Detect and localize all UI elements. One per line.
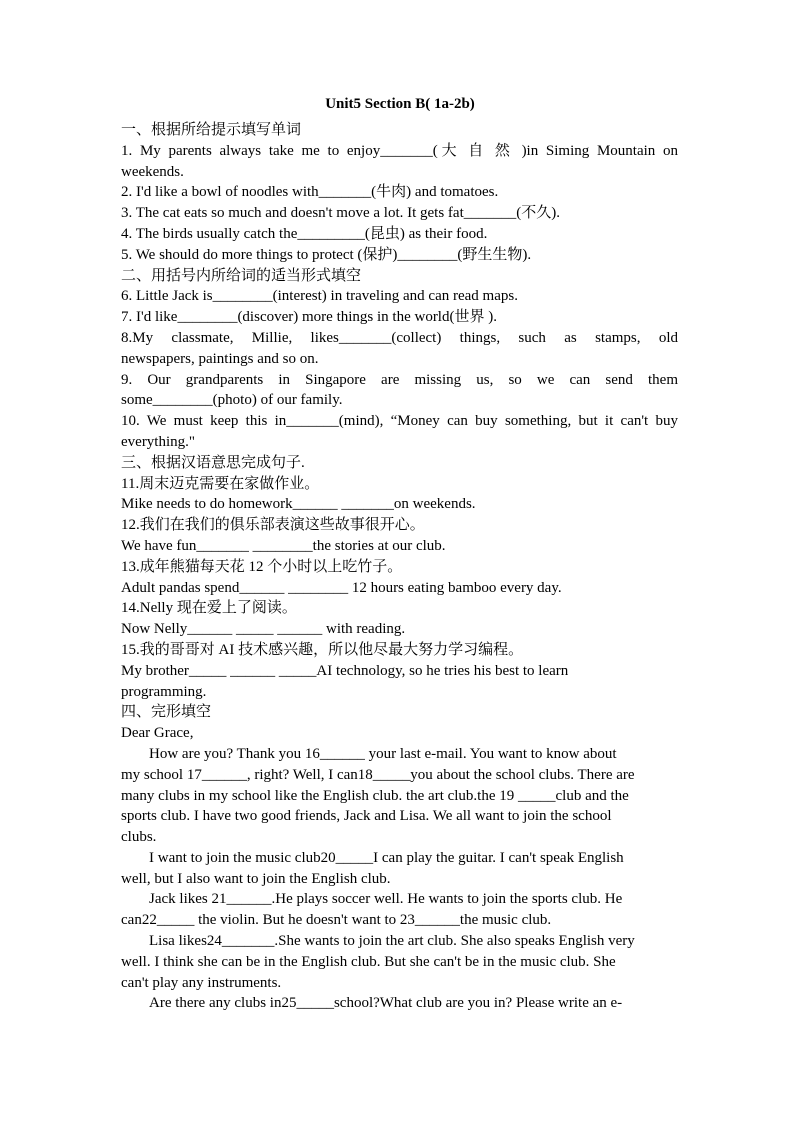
text-line [121, 432, 678, 453]
text-line-content: 3. The cat eats so much and doesn't move a lot. It gets fat_______(不久). [121, 205, 560, 222]
text-line [121, 349, 678, 370]
text-line [121, 557, 678, 578]
text-line [121, 786, 678, 807]
text-line-content: 2. I'd like a bowl of noodles with_______(牛肉) and tomatoes. [121, 184, 499, 201]
text-line-content: 8.My classmate, Millie, likes_______(collect) things, such as stamps, old [121, 329, 678, 346]
text-line-content: 15.我的哥哥对 AI 技术感兴趣，所以他尽最大努力学习编程。 [121, 641, 524, 658]
text-line [121, 973, 678, 994]
text-line [121, 848, 678, 869]
text-line-content: 14.Nelly 现在爱上了阅读。 [121, 600, 297, 617]
text-line [121, 765, 678, 786]
text-line [121, 120, 678, 141]
text-line [121, 661, 678, 682]
text-line [121, 266, 678, 287]
text-line-content: Jack likes 21______.He plays soccer well. He wants to join the sports club. He [149, 891, 623, 908]
page-title: Unit5 Section B( 1a-2b) [325, 96, 475, 112]
text-line-content: 4. The birds usually catch the_________(昆虫) as their food. [121, 225, 488, 242]
text-line [121, 827, 678, 848]
text-line [121, 370, 678, 391]
text-line-content: 9. Our grandparents in Singapore are missing us, so we can send them [121, 371, 678, 388]
text-line [121, 453, 678, 474]
text-line-content: 二、用括号内所给词的适当形式填空 [121, 267, 362, 284]
text-line [121, 619, 678, 640]
text-line-content: 12.我们在我们的俱乐部表演这些故事很开心。 [121, 517, 425, 534]
text-line-content: newspapers, paintings and so on. [121, 350, 319, 367]
text-line-content: some________(photo) of our family. [121, 392, 343, 409]
text-line-content: 5. We should do more things to protect (保护)________(野生生物). [121, 246, 532, 263]
text-line-content: 1. My parents always take me to enjoy_______(大 自 然 )in Siming Mountain on [121, 142, 678, 159]
text-line-content: 一、根据所给提示填写单词 [121, 122, 302, 138]
text-line-content: clubs. [121, 829, 157, 846]
text-line [121, 640, 678, 661]
text-line [121, 723, 678, 744]
text-line [121, 744, 678, 765]
text-line [121, 328, 678, 349]
text-line-content: 三、根据汉语意思完成句子. [121, 454, 305, 471]
text-line-content: We have fun_______ ________the stories at our club. [121, 537, 446, 554]
text-line [121, 952, 678, 973]
text-line-content: Adult pandas spend______ ________ 12 hours eating bamboo every day. [121, 579, 562, 596]
text-line [121, 286, 678, 307]
worksheet-content [121, 120, 678, 1014]
text-line-content: 四、完形填空 [121, 704, 212, 721]
text-line-content: How are you? Thank you 16______ your last e-mail. You want to know about [149, 745, 617, 762]
text-line [121, 141, 678, 162]
text-line-content: my school 17______, right? Well, I can18_____you about the school clubs. There are [121, 766, 635, 783]
text-line [121, 224, 678, 245]
text-line-content: programming. [121, 683, 207, 700]
text-line [121, 515, 678, 536]
text-line [121, 536, 678, 557]
text-line [121, 411, 678, 432]
text-line [121, 889, 678, 910]
text-line-content: 7. I'd like________(discover) more things in the world(世界 ). [121, 309, 497, 326]
text-line-content: well, but I also want to join the English club. [121, 870, 391, 887]
text-line [121, 993, 678, 1014]
text-line-content: 11.周末迈克需要在家做作业。 [121, 475, 320, 492]
text-line-content: can't play any instruments. [121, 974, 282, 991]
text-line [121, 869, 678, 890]
text-line-content: can22_____ the violin. But he doesn't want to 23______the music club. [121, 912, 552, 929]
text-line [121, 474, 678, 495]
text-line [121, 203, 678, 224]
text-line [121, 245, 678, 266]
text-line [121, 682, 678, 703]
text-line [121, 806, 678, 827]
text-line [121, 390, 678, 411]
text-line-content: sports club. I have two good friends, Jack and Lisa. We all want to join the school [121, 808, 612, 825]
text-line-content: 6. Little Jack is________(interest) in traveling and can read maps. [121, 288, 518, 305]
text-line [121, 578, 678, 599]
text-line-content: many clubs in my school like the English club. the art club.the 19 _____club and the [121, 787, 629, 804]
text-line [121, 162, 678, 183]
text-line-content: well. I think she can be in the English club. But she can't be in the music club. She [121, 953, 616, 970]
text-line [121, 931, 678, 952]
text-line-content: 13.成年熊猫每天花 12 个小时以上吃竹子。 [121, 558, 403, 575]
text-line-content: Lisa likes24_______.She wants to join the art club. She also speaks English very [149, 933, 635, 950]
text-line-content: Mike needs to do homework______ _______on weekends. [121, 496, 476, 513]
text-line [121, 494, 678, 515]
text-line-content: Now Nelly______ _____ ______ with reading. [121, 621, 406, 638]
text-line-content: Dear Grace, [121, 725, 194, 742]
text-line-content: weekends. [121, 163, 184, 180]
text-line-content: My brother_____ ______ _____AI technology, so he tries his best to learn [121, 662, 569, 679]
text-line-content: Are there any clubs in25_____school?What club are you in? Please write an e- [149, 995, 623, 1012]
text-line-content: I want to join the music club20_____I can play the guitar. I can't speak English [149, 849, 624, 866]
text-line [121, 702, 678, 723]
text-line [121, 182, 678, 203]
text-line-content: everything." [121, 433, 196, 450]
text-line [121, 910, 678, 931]
text-line [121, 307, 678, 328]
text-line-content: 10. We must keep this in_______(mind), “Money can buy something, but it can't buy [121, 413, 678, 430]
text-line [121, 598, 678, 619]
